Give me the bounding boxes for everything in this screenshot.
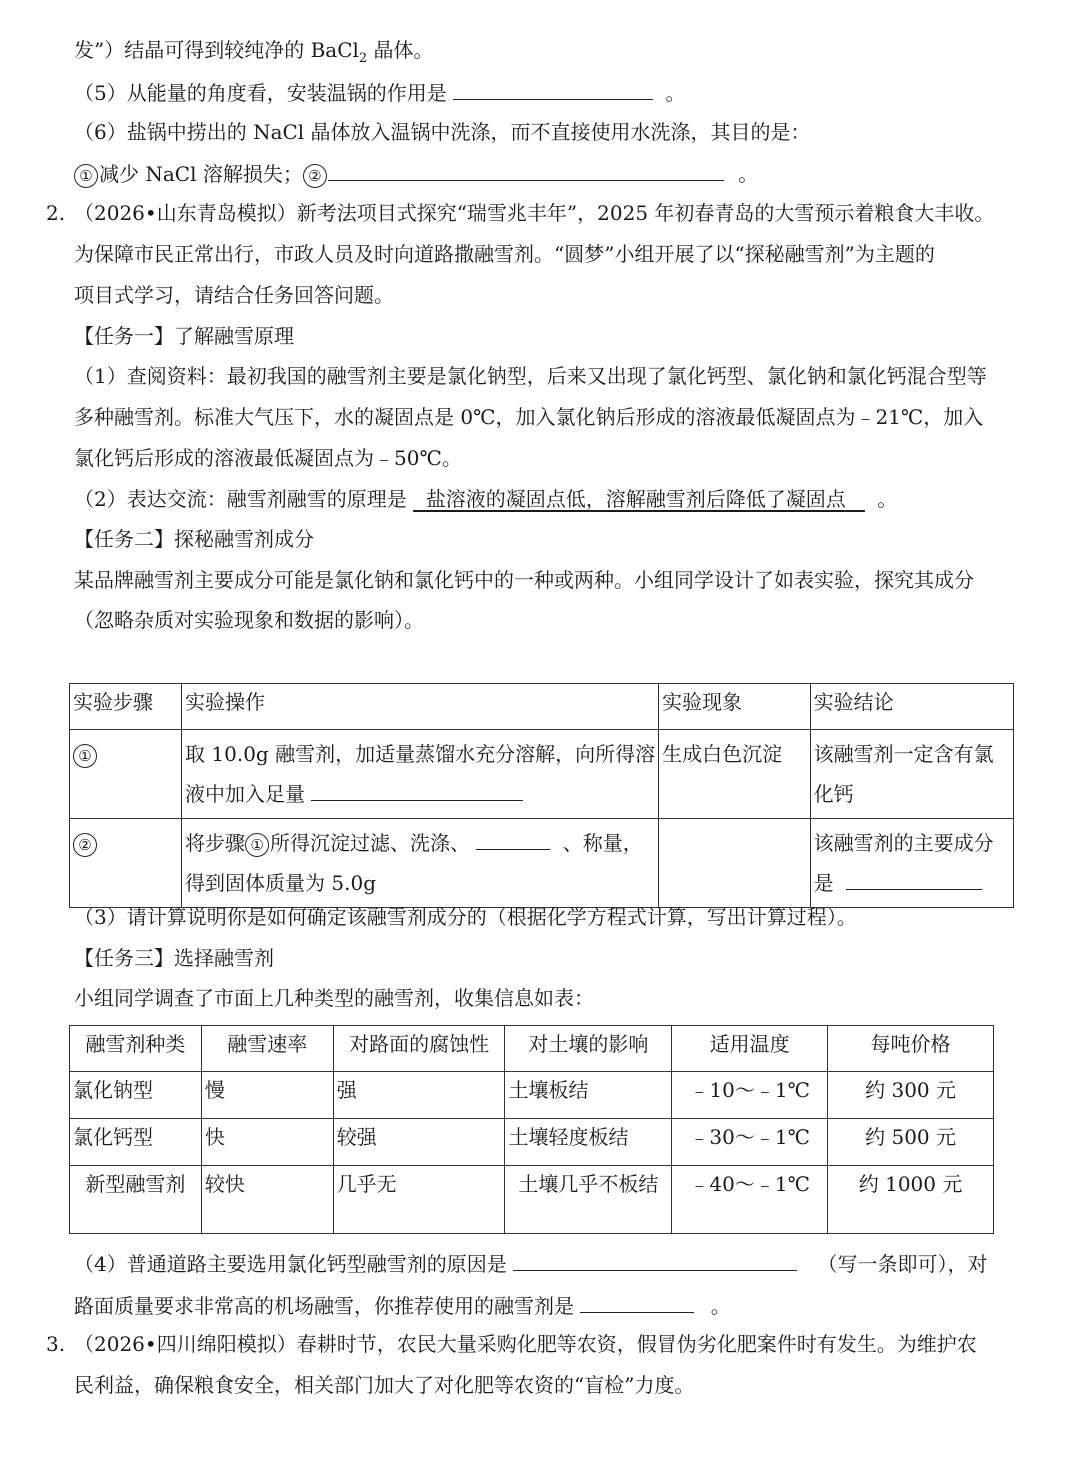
table-cell: 约 300 元 (828, 1072, 994, 1119)
table-cell: 氯化钠型 (70, 1072, 202, 1119)
text: （4）普通道路主要选用氯化钙型融雪剂的原因是 (74, 1252, 507, 1276)
header-cell: 实验结论 (810, 684, 1013, 730)
text: 。 (665, 81, 686, 105)
text: 发”）结晶可得到较纯净的 BaCl (74, 38, 359, 62)
circled-number: ② (73, 833, 97, 857)
circled-number: ① (73, 744, 97, 768)
question-5 (74, 77, 685, 107)
task-heading: 【任务三】选择融雪剂 (74, 946, 274, 970)
subscript: 2 (358, 51, 368, 66)
text: 将步骤 (185, 831, 246, 855)
table-cell: 约 1000 元 (828, 1166, 994, 1234)
text: （5）从能量的角度看，安装温锅的作用是 (74, 81, 447, 105)
header-cell: 适用温度 (672, 1026, 828, 1072)
step-cell (70, 819, 182, 908)
text-line: 小组同学调查了市面上几种类型的融雪剂，收集信息如表： (74, 986, 594, 1010)
question-3: （3）请计算说明你是如何确定该融雪剂成分的（根据化学方程式计算，写出计算过程）。 (74, 905, 857, 929)
table-cell: 土壤轻度板结 (505, 1119, 672, 1166)
table-header-row (70, 1026, 994, 1072)
question-number: 3. (46, 1332, 66, 1356)
text-line (74, 36, 434, 73)
text: 、称量， (562, 831, 643, 855)
header-cell: 融雪速率 (201, 1026, 333, 1072)
text-line: （1）查阅资料：最初我国的融雪剂主要是氯化钠型，后来又出现了氯化钙型、氯化钠和氯化钙混合型等 (74, 364, 987, 388)
text: 。 (710, 1294, 731, 1318)
question-number: 2. (46, 201, 66, 225)
text-line: （忽略杂质对实验现象和数据的影响）。 (74, 608, 424, 632)
answer-blank[interactable] (846, 867, 982, 890)
table-cell: 几乎无 (333, 1166, 505, 1234)
text: 减少 NaCl 溶解损失； (99, 162, 303, 186)
header-cell: 对路面的腐蚀性 (333, 1026, 505, 1072)
table-cell: 氯化钙型 (70, 1119, 202, 1166)
text: 是 (813, 871, 834, 895)
text-line (185, 823, 655, 863)
conclusion-cell (810, 730, 1013, 819)
answer-blank[interactable] (311, 778, 523, 801)
text: 。 (877, 487, 898, 511)
question-4-line2 (74, 1290, 731, 1320)
text: 晶体。 (367, 38, 434, 62)
table-cell: 强 (333, 1072, 505, 1119)
answer-blank[interactable] (453, 77, 653, 100)
text: 该融雪剂的主要成分 (813, 831, 994, 855)
text-line: 某品牌融雪剂主要成分可能是氯化钠和氯化钙中的一种或两种。小组同学设计了如表实验，探究其成分 (74, 568, 974, 592)
table-cell: ﹣40～﹣1℃ (672, 1166, 828, 1234)
question-6: （6）盐锅中捞出的 NaCl 晶体放入温锅中洗涤，而不直接使用水洗涤，其目的是： (74, 120, 811, 144)
circled-number: ① (245, 833, 269, 857)
circled-number: ① (74, 164, 98, 188)
table-row (70, 1072, 994, 1119)
header-cell: 每吨价格 (828, 1026, 994, 1072)
table-cell: ﹣10～﹣1℃ (672, 1072, 828, 1119)
table-cell: 较强 (333, 1119, 505, 1166)
table-cell: 约 500 元 (828, 1119, 994, 1166)
text: 得到固体质量为 5.0g (185, 871, 377, 895)
text: 所得沉淀过滤、洗涤、 (270, 831, 471, 855)
deicer-info-table (69, 1025, 994, 1234)
circled-number: ② (303, 164, 327, 188)
answer-blank[interactable] (476, 827, 550, 850)
table-row (70, 730, 1014, 819)
table-row (70, 1166, 994, 1234)
task-heading: 【任务二】探秘融雪剂成分 (74, 527, 314, 551)
step-cell (70, 730, 182, 819)
question-4 (74, 1248, 987, 1278)
table-cell: 土壤几乎不板结 (505, 1166, 672, 1234)
question-2 (74, 485, 897, 513)
table-cell: 新型融雪剂 (70, 1166, 202, 1234)
conclusion-cell (810, 819, 1013, 908)
answer-text: 盐溶液的凝固点低，溶解融雪剂后降低了凝固点 (425, 487, 846, 511)
text: 化钙 (813, 782, 854, 806)
header-cell: 实验现象 (659, 684, 811, 730)
phenomenon-cell (659, 819, 811, 908)
header-cell: 融雪剂种类 (70, 1026, 202, 1072)
text: （写一条即可），对 (817, 1252, 988, 1276)
text-line: （2026•四川绵阳模拟）春耕时节，农民大量采购化肥等农资，假冒伪劣化肥案件时有发生。为维护农 (74, 1332, 977, 1356)
text-line: 氯化钙后形成的溶液最低凝固点为﹣50℃。 (74, 446, 462, 470)
text-line (185, 774, 655, 814)
text: 该融雪剂一定含有氯 (813, 742, 994, 766)
operation-cell (182, 730, 659, 819)
table-cell: 土壤板结 (505, 1072, 672, 1119)
text-line: 民利益，确保粮食安全，相关部门加大了对化肥等农资的“盲检”力度。 (74, 1373, 695, 1397)
table-cell: 快 (201, 1119, 333, 1166)
text-line: （2026•山东青岛模拟）新考法项目式探究“瑞雪兆丰年”，2025 年初春青岛的大雪预示着粮食大丰收。 (74, 201, 995, 225)
experiment-table (69, 683, 1014, 908)
table-cell: ﹣30～﹣1℃ (672, 1119, 828, 1166)
answer-blank[interactable] (580, 1290, 694, 1313)
table-cell: 慢 (201, 1072, 333, 1119)
text: 取 10.0g 融雪剂，加适量蒸馏水充分溶解，向所得溶 (185, 742, 656, 766)
text-line: 多种融雪剂。标准大气压下，水的凝固点是 0℃，加入氯化钠后形成的溶液最低凝固点为﹣21℃，加入 (74, 405, 984, 429)
answer-blank[interactable] (328, 158, 724, 181)
text: 。 (738, 162, 759, 186)
text: （2）表达交流：融雪剂融雪的原理是 (74, 487, 407, 511)
table-row (70, 1119, 994, 1166)
table-row (70, 819, 1014, 908)
operation-cell (182, 819, 659, 908)
table-cell: 较快 (201, 1166, 333, 1234)
header-cell: 对土壤的影响 (505, 1026, 672, 1072)
text-line: 项目式学习，请结合任务回答问题。 (74, 283, 394, 307)
phenomenon-cell: 生成白色沉淀 (659, 730, 811, 819)
header-cell: 实验操作 (182, 684, 659, 730)
text: 路面质量要求非常高的机场融雪，你推荐使用的融雪剂是 (74, 1294, 574, 1318)
table-header-row (70, 684, 1014, 730)
header-cell: 实验步骤 (70, 684, 182, 730)
text-line: 为保障市民正常出行，市政人员及时向道路撒融雪剂。“圆梦”小组开展了以“探秘融雪剂”为主题的 (74, 242, 935, 266)
text-line (814, 863, 1010, 903)
question-6-answer (74, 158, 758, 188)
answer-blank[interactable] (513, 1248, 797, 1271)
task-heading: 【任务一】了解融雪原理 (74, 324, 294, 348)
filled-answer (413, 487, 865, 511)
text: 液中加入足量 (185, 782, 306, 806)
